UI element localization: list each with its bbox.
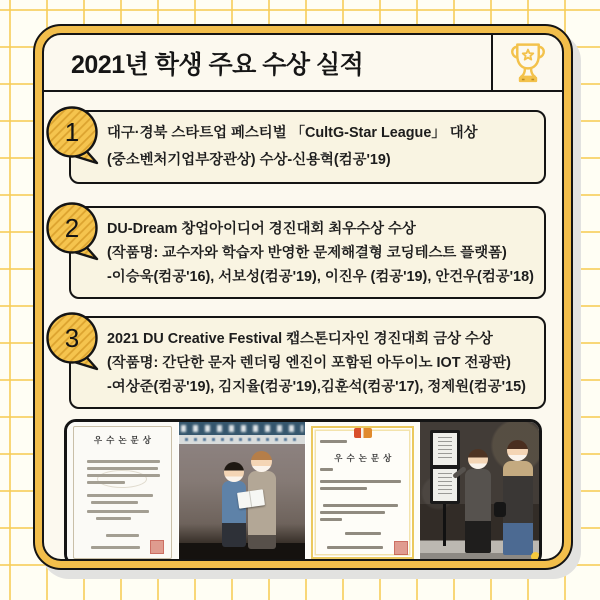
award-box-3: [69, 316, 546, 409]
award-item-3: [64, 316, 546, 409]
award-line: (작품명: 간단한 문자 렌더링 엔진이 포함된 아두이노 IOT 전광판): [107, 355, 511, 371]
page-title: 2021년 학생 주요 수상 실적: [71, 50, 364, 79]
face-sticker: [251, 451, 272, 472]
stage-banner: [179, 422, 305, 435]
award-box-1: [69, 110, 546, 184]
header: [44, 35, 562, 92]
photo-students-display: [419, 422, 542, 561]
trophy-icon: [504, 40, 552, 86]
number-badge-1: [44, 104, 102, 166]
award-line: 대구·경북 스타트업 페스티벌 「CultG-Star League」 대상: [107, 125, 478, 141]
award-line: (작품명: 교수자와 학습자 반영한 문제해결형 코딩테스트 플랫폼): [107, 245, 507, 261]
certificate-watermark: [97, 470, 147, 488]
award-line: DU-Dream 창업아이디어 경진대회 최우수상 수상: [107, 221, 416, 237]
award-item-2: [64, 206, 546, 299]
certificate-title: 우수논문상: [334, 453, 396, 463]
certificate-title: 우수논문상: [93, 435, 155, 445]
person-gray-coat: [465, 469, 491, 553]
photo-award-ceremony: [178, 422, 305, 561]
face-sticker: [468, 449, 488, 469]
award-line: -이승욱(컴공'16), 서보성(컴공'19), 이진우 (컴공'19), 안건우(컴공'18): [107, 269, 534, 285]
star-icon: [522, 49, 533, 59]
slide-card-inner: [42, 33, 564, 561]
display-stand: [430, 430, 460, 504]
award-box-2: [69, 206, 546, 299]
face-sticker: [224, 462, 244, 482]
photo-certificate-gold: [305, 422, 419, 561]
display-stand-pole: [443, 504, 446, 546]
number-badge-2: [44, 200, 102, 262]
photo-strip: [64, 419, 542, 561]
person-beige-coat: [248, 471, 276, 549]
trophy-section: [491, 35, 562, 90]
face-sticker: [507, 440, 528, 461]
stage-banner-subtitle: [179, 435, 305, 444]
person-blue-jacket: [222, 481, 246, 547]
red-seal-stamp: [394, 541, 408, 555]
awards-list: [44, 92, 562, 409]
shoulder-bag: [494, 502, 506, 517]
slide-card: [33, 24, 573, 570]
framed-document: [433, 433, 457, 465]
trophy-base: [518, 76, 536, 81]
award-line: 2021 DU Creative Festival 캡스톤디자인 경진대회 금상 수상: [107, 331, 493, 347]
award-line: -여상준(컴공'19), 김지율(컴공'19),김훈석(컴공'17), 정제원(컴공'15): [107, 379, 526, 395]
award-item-1: [64, 110, 546, 184]
certificate-frame: [311, 426, 414, 559]
number-badge-3: [44, 310, 102, 372]
association-logo: [354, 428, 372, 438]
photo-certificate-white: [67, 422, 178, 561]
badge-number: 3: [64, 323, 80, 353]
yellow-dot-decoration: [531, 552, 540, 561]
person-dark-coat: [503, 461, 533, 555]
award-line: (중소벤처기업부장관상) 수상-신용혁(컴공'19): [107, 152, 391, 168]
badge-number: 2: [64, 213, 80, 243]
red-seal-stamp: [150, 540, 164, 554]
badge-number: 1: [64, 117, 80, 147]
